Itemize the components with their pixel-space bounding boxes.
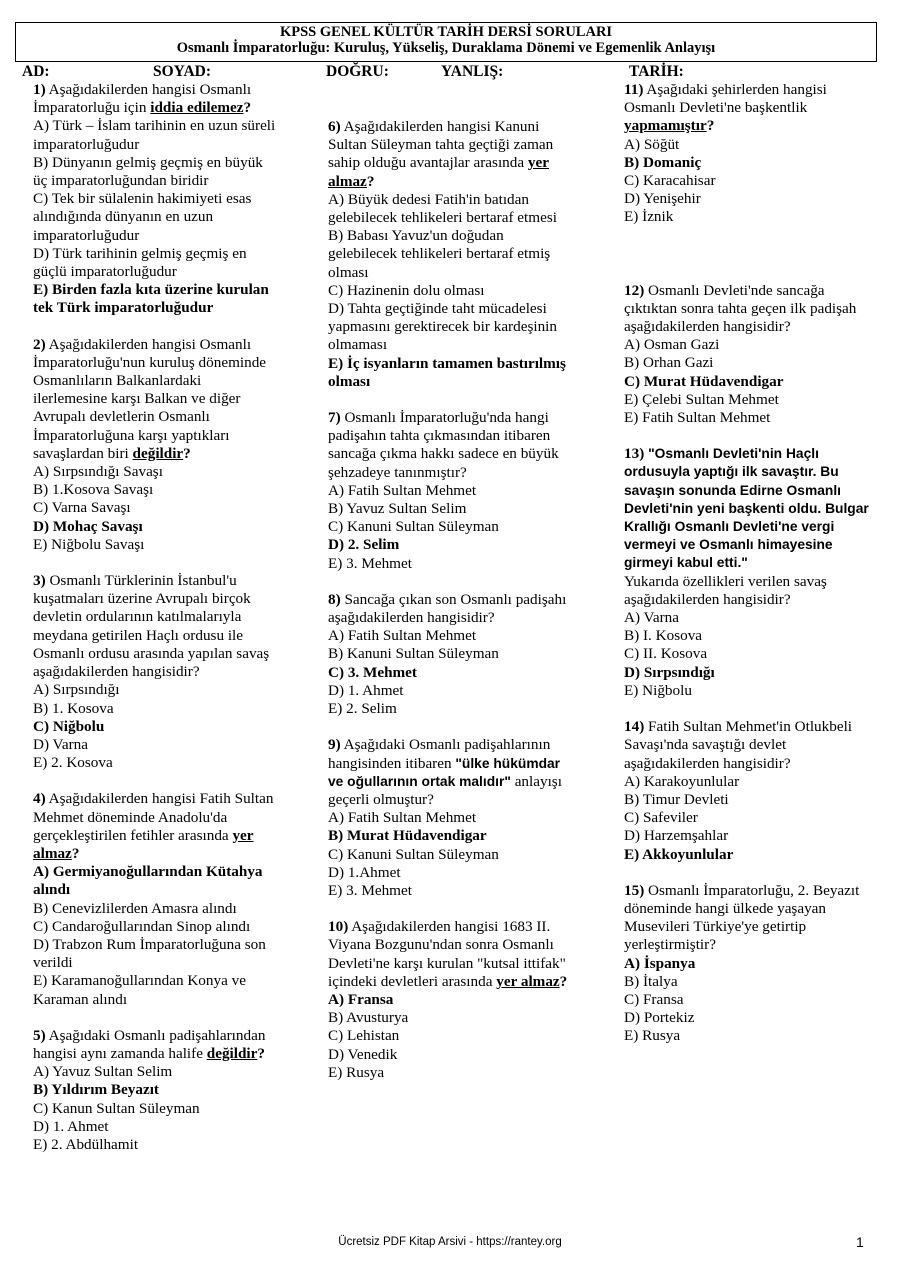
option: C) Fransa (624, 990, 684, 1008)
option: D) 1.Ahmet (328, 863, 401, 881)
option: A) Karakoyunlular (624, 772, 740, 790)
option: B) İtalya (624, 972, 678, 990)
option: B) Yavuz Sultan Selim (328, 500, 467, 518)
question-9: 9) Aşağıdaki Osmanlı padişahlarının hangisinden itibaren "ülke hükümdar ve oğullarının ortak malıdır" anlayışı geçerli olmuştur? A) Fatih Sultan Mehmet B) Murat Hüdavendigar C) Kanuni Sultan Süleyman D) 1.Ahmet E) 3. Mehmet (328, 736, 573, 900)
question-14: 14) Fatih Sultan Mehmet'in Otlukbeli Savaşı'nda savaştığı devlet aşağıdakilerden hangisidir? A) Karakoyunlular B) Timur Devleti C) Safeviler D) Harzemşahlar E) Akkoyunlular (624, 718, 869, 864)
option: A) Osman Gazi (624, 336, 720, 354)
question-8: 8) Sancağa çıkan son Osmanlı padişahı aşağıdakilerden hangisidir? A) Fatih Sultan Mehmet B) Kanuni Sultan Süleyman C) 3. Mehmet D) 1. Ahmet E) 2. Selim (328, 591, 573, 718)
question-2: 2) Aşağıdakilerden hangisi Osmanlı İmparatorluğu'nun kuruluş döneminde Osmanlıların Balkanlardaki ilerlemesine karşı Balkan ve diğer Avrupalı devletlerin Osmanlı İmparatorluğuna karşı yaptıkları savaşlardan biri değildir? A) Sırpsındığı Savaşı B) 1.Kosova Savaşı C) Varna Savaşı D) Mohaç Savaşı E) Niğbolu Savaşı (33, 336, 278, 554)
label-tarih: TARİH: (629, 63, 684, 80)
option: C) Kanuni Sultan Süleyman (328, 518, 499, 536)
page-subtitle: Osmanlı İmparatorluğu: Kuruluş, Yükseliş, Duraklama Dönemi ve Egemenlik Anlayışı (176, 40, 716, 56)
option: C) Safeviler (624, 809, 698, 827)
option: B) Dünyanın gelmiş geçmiş en büyük üç imparatorluğundan biridir (33, 153, 263, 190)
column-2 (328, 118, 573, 1082)
option: A) Fatih Sultan Mehmet (328, 809, 477, 827)
label-dogru: DOĞRU: (326, 63, 389, 80)
option: B) Babası Yavuz'un doğudan gelebilecek tehlikeleri bertaraf etmiş olması (328, 227, 551, 281)
option: A) Yavuz Sultan Selim (33, 1063, 173, 1081)
header-box (15, 22, 877, 62)
option: B) Kanuni Sultan Süleyman (328, 645, 499, 663)
option: E) 2. Kosova (33, 754, 113, 772)
question-4: 4) Aşağıdakilerden hangisi Fatih Sultan Mehmet döneminde Anadolu'da gerçekleştirilen fetihler arasında yer almaz? A) Germiyanoğullarından Kütahya alındı B) Cenevizlilerden Amasra alındı C) Candaroğullarından Sinop alındı D) Trabzon Rum İmparatorluğuna son verildi E) Karamanoğullarından Konya ve Karaman alındı (33, 790, 278, 1008)
correct-option: E) İç isyanların tamamen bastırılmış olması (328, 354, 566, 390)
option: E) Karamanoğullarından Konya ve Karaman alındı (33, 972, 246, 1008)
question-10: 10) Aşağıdakilerden hangisi 1683 II. Viyana Bozgunu'ndan sonra Osmanlı Devleti'ne karşı kurulan "kutsal ittifak" içindeki devletleri arasında yer almaz? A) Fransa B) Avusturya C) Lehistan D) Venedik E) Rusya (328, 918, 573, 1082)
label-yanlis: YANLIŞ: (441, 63, 504, 80)
correct-option: C) Murat Hüdavendigar (624, 372, 784, 390)
option: C) Hazinenin dolu olması (328, 281, 485, 299)
option: D) 1. Ahmet (33, 1117, 109, 1135)
option: C) Kanun Sultan Süleyman (33, 1099, 200, 1117)
option: B) Orhan Gazi (624, 354, 714, 372)
option: C) Varna Savaşı (33, 499, 131, 517)
option: E) 3. Mehmet (328, 881, 412, 899)
question-6: 6) Aşağıdakilerden hangisi Kanuni Sultan Süleyman tahta geçtiği zaman sahip olduğu avantajlar arasında yer almaz? A) Büyük dedesi Fatih'in batıdan gelebilecek tehlikeleri bertaraf etmesi B) Babası Yavuz'un doğudan gelebilecek tehlikeleri bertaraf etmiş olması C) Hazinenin dolu olması D) Tahta geçtiğinde taht mücadelesi yapmasını gerektirecek bir kardeşinin olmaması E) İç isyanların tamamen bastırılmış olması (328, 118, 573, 391)
question-7: 7) Osmanlı İmparatorluğu'nda hangi padişahın tahta çıkmasından itibaren sancağa çıkma hakkı sadece en büyük şehzadeye tanınmıştır? A) Fatih Sultan Mehmet B) Yavuz Sultan Selim C) Kanuni Sultan Süleyman D) 2. Selim E) 3. Mehmet (328, 409, 573, 573)
option: E) 2. Abdülhamit (33, 1135, 139, 1153)
option: A) Türk – İslam tarihinin en uzun süreli imparatorluğudur (33, 117, 276, 153)
question-11: 11) Aşağıdaki şehirlerden hangisi Osmanlı Devleti'ne başkentlik yapmamıştır? A) Söğüt B) Domaniç C) Karacahisar D) Yenişehir E) İznik (624, 81, 869, 227)
option: A) Söğüt (624, 135, 680, 153)
question-13: 13) "Osmanlı Devleti'nin Haçlı ordusuyla yaptığı ilk savaştır. Bu savaşın sonunda Edirne Osmanlı Devleti'nin yeni başkenti oldu. Bulgar Krallığı Osmanlı Devleti'ne vergi vermeyi ve Osmanlı himayesine girmeyi kabul etti." Yukarıda özellikleri verilen savaş aşağıdakilerden hangisidir? A) Varna B) I. Kosova C) II. Kosova D) Sırpsındığı E) Niğbolu (624, 445, 869, 699)
option: B) Cenevizlilerden Amasra alındı (33, 899, 237, 917)
option: D) Tahta geçtiğinde taht mücadelesi yapmasını gerektirecek bir kardeşinin olmaması (328, 300, 557, 354)
option: B) I. Kosova (624, 627, 703, 645)
option: D) Portekiz (624, 1009, 695, 1027)
question-1: 1) Aşağıdakilerden hangisi Osmanlı İmparatorluğu için iddia edilemez? A) Türk – İslam tarihinin en uzun süreli imparatorluğudur B) Dünyanın gelmiş geçmiş en büyük üç imparatorluğundan biridir C) Tek bir sülalenin hakimiyeti esas alındığında dünyanın en uzun imparatorluğudur D) Türk tarihinin gelmiş geçmiş en güçlü imparatorluğudur E) Birden fazla kıta üzerine kurulan tek Türk imparatorluğudur (33, 81, 278, 318)
correct-option: E) Birden fazla kıta üzerine kurulan tek Türk imparatorluğudur (33, 281, 269, 317)
option: E) Niğbolu Savaşı (33, 535, 145, 553)
option: D) Trabzon Rum İmparatorluğuna son verildi (33, 935, 266, 972)
option: E) Çelebi Sultan Mehmet (624, 390, 779, 408)
correct-option: D) Sırpsındığı (624, 663, 715, 681)
option: D) 1. Ahmet (328, 681, 404, 699)
option: E) 2. Selim (328, 700, 397, 718)
option: E) Fatih Sultan Mehmet (624, 409, 771, 427)
option: C) Candaroğullarından Sinop alındı (33, 917, 251, 935)
option: C) Kanuni Sultan Süleyman (328, 845, 499, 863)
option: C) II. Kosova (624, 645, 708, 663)
correct-option: B) Murat Hüdavendigar (328, 827, 487, 845)
question-5: 5) Aşağıdaki Osmanlı padişahlarından hangisi aynı zamanda halife değildir? A) Yavuz Sultan Selim B) Yıldırım Beyazıt C) Kanun Sultan Süleyman D) 1. Ahmet E) 2. Abdülhamit (33, 1027, 278, 1154)
option: D) Türk tarihinin gelmiş geçmiş en güçlü imparatorluğudur (33, 244, 247, 281)
option: E) 3. Mehmet (328, 554, 412, 572)
option: E) Rusya (328, 1063, 385, 1081)
option: B) Avusturya (328, 1009, 409, 1027)
correct-option: D) 2. Selim (328, 536, 400, 554)
correct-option: C) 3. Mehmet (328, 663, 417, 681)
label-ad: AD: (22, 63, 50, 80)
option: A) Büyük dedesi Fatih'in batıdan gelebilecek tehlikeleri bertaraf etmesi (328, 190, 557, 227)
option: D) Harzemşahlar (624, 827, 729, 845)
option: D) Yenişehir (624, 190, 701, 208)
correct-option: C) Niğbolu (33, 717, 105, 735)
correct-option: A) Fransa (328, 990, 394, 1008)
column-1 (33, 81, 278, 1154)
footer-text: Ücretsiz PDF Kitap Arsivi - https://rantey.org (338, 1236, 562, 1248)
page-number: 1 (856, 1234, 864, 1250)
option: A) Sırpsındığı Savaşı (33, 463, 163, 481)
label-soyad: SOYAD: (153, 63, 211, 80)
option: C) Karacahisar (624, 172, 716, 190)
option: C) Tek bir sülalenin hakimiyeti esas alındığında dünyanın en uzun imparatorluğudur (33, 190, 252, 244)
correct-option: D) Mohaç Savaşı (33, 517, 143, 535)
option: B) 1.Kosova Savaşı (33, 481, 154, 499)
option: A) Fatih Sultan Mehmet (328, 481, 477, 499)
correct-option: A) Germiyanoğullarından Kütahya alındı (33, 863, 263, 899)
option: B) 1. Kosova (33, 699, 114, 717)
correct-option: B) Domaniç (624, 153, 702, 171)
option: D) Varna (33, 735, 88, 753)
correct-option: B) Yıldırım Beyazıt (33, 1081, 159, 1099)
question-12: 12) Osmanlı Devleti'nde sancağa çıktıktan sonra tahta geçen ilk padişah aşağıdakilerden hangisidir? A) Osman Gazi B) Orhan Gazi C) Murat Hüdavendigar E) Çelebi Sultan Mehmet E) Fatih Sultan Mehmet (624, 282, 869, 428)
option: D) Venedik (328, 1045, 398, 1063)
option: E) İznik (624, 208, 674, 226)
option: E) Rusya (624, 1027, 681, 1045)
option: A) Varna (624, 609, 679, 627)
option: C) Lehistan (328, 1027, 400, 1045)
question-15: 15) Osmanlı İmparatorluğu, 2. Beyazıt döneminde hangi ülkede yaşayan Musevileri Türkiye'ye getirtip yerleştirmiştir? A) İspanya B) İtalya C) Fransa D) Portekiz E) Rusya (624, 882, 869, 1046)
correct-option: E) Akkoyunlular (624, 845, 734, 863)
option: E) Niğbolu (624, 681, 692, 699)
page-title: KPSS GENEL KÜLTÜR TARİH DERSİ SORULARI (279, 24, 613, 40)
column-3 (624, 81, 869, 1046)
option: A) Fatih Sultan Mehmet (328, 627, 477, 645)
option: A) Sırpsındığı (33, 681, 120, 699)
question-3: 3) Osmanlı Türklerinin İstanbul'u kuşatmaları üzerine Avrupalı birçok devletin ordularının katılmalarıyla meydana getirilen Haçlı ordusu ile Osmanlı ordusu arasında yapılan savaş aşağıdakilerden hangisidir? A) Sırpsındığı B) 1. Kosova C) Niğbolu D) Varna E) 2. Kosova (33, 572, 278, 772)
correct-option: A) İspanya (624, 954, 696, 972)
option: B) Timur Devleti (624, 790, 729, 808)
